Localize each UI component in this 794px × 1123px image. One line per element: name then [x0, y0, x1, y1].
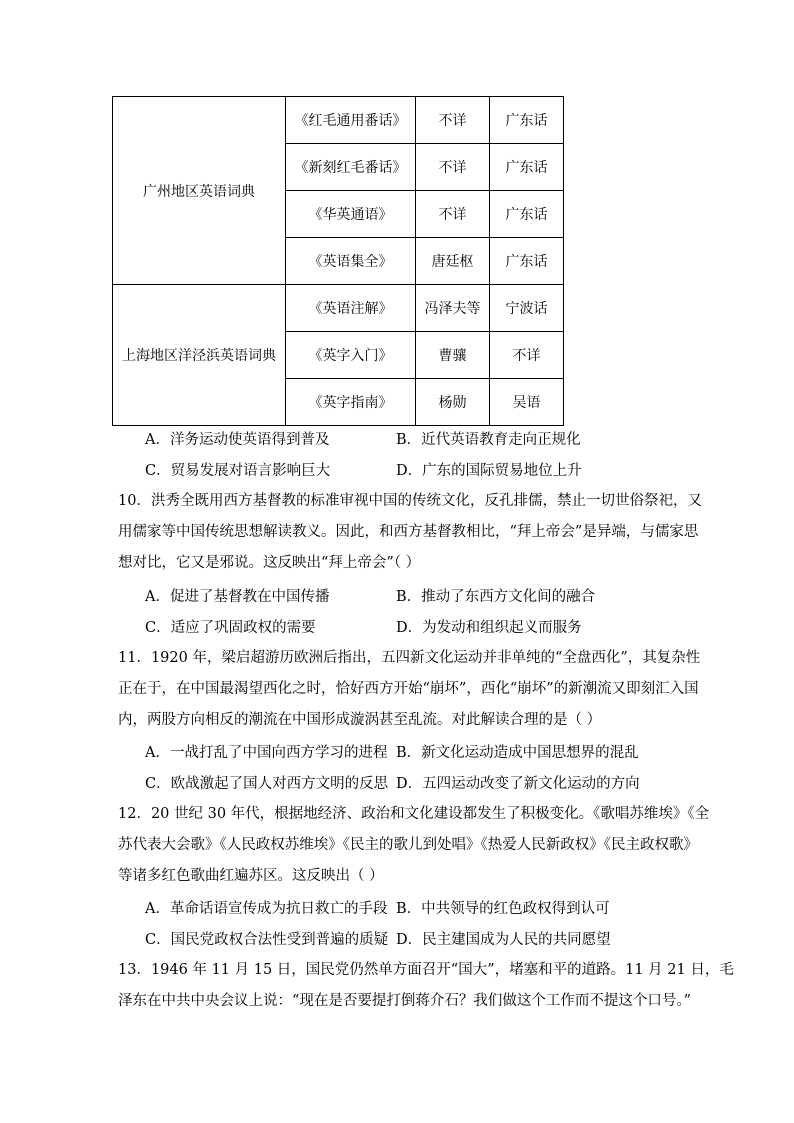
- author-cell: 唐廷枢: [416, 238, 490, 285]
- book-cell: 《英字指南》: [286, 379, 416, 426]
- book-cell: 《华英通语》: [286, 191, 416, 238]
- author-cell: 不详: [416, 191, 490, 238]
- q11-stem-line: 内，两股方向相反的潮流在中国形成漩涡甚至乱流。对此解读合理的是（ ）: [118, 712, 602, 728]
- q10-option-b: B．推动了东西方文化间的融合: [396, 589, 596, 605]
- book-cell: 《英语注解》: [286, 285, 416, 332]
- q12-option-d: D．民主建国成为人民的共同愿望: [396, 932, 611, 948]
- q9-option-b: B．近代英语教育走向正规化: [396, 432, 581, 448]
- author-cell: 不详: [416, 97, 490, 144]
- q12-option-c: C．国民党政权合法性受到普遍的质疑: [145, 932, 389, 948]
- author-cell: 曹骧: [416, 332, 490, 379]
- q12-stem-line: 苏代表大会歌》《人民政权苏维埃》《民主的歌儿到处唱》《热爱人民新政权》《民主政权歌》: [118, 837, 698, 853]
- dialect-cell: 广东话: [490, 97, 564, 144]
- dialect-cell: 广东话: [490, 191, 564, 238]
- author-cell: 不详: [416, 144, 490, 191]
- q12-stem-line: 12．20 世纪 30 年代，根据地经济、政治和文化建设都发生了积极变化。《歌唱苏维埃》《全: [118, 806, 710, 822]
- q11-option-d: D．五四运动改变了新文化运动的方向: [396, 776, 640, 792]
- q11-option-b: B．新文化运动造成中国思想界的混乱: [396, 745, 639, 761]
- q11-option-c: C．欧战激起了国人对西方文明的反思: [145, 776, 389, 792]
- q11-option-a: A．一战打乱了中国向西方学习的进程: [145, 745, 388, 761]
- q12-stem-line: 等诸多红色歌曲红遍苏区。这反映出（ ）: [118, 868, 384, 884]
- q9-option-a: A．洋务运动使英语得到普及: [145, 432, 330, 448]
- region-cell: 广州地区英语词典: [113, 97, 286, 285]
- q12-option-a: A．革命话语宣传成为抗日救亡的手段: [145, 901, 388, 917]
- dialect-cell: 吴语: [490, 379, 564, 426]
- author-cell: 冯泽夫等: [416, 285, 490, 332]
- q10-stem-line: 想对比，它又是邪说。这反映出“拜上帝会”（ ）: [118, 555, 421, 571]
- q9-option-c: C．贸易发展对语言影响巨大: [145, 463, 331, 479]
- q11-stem-line: 11．1920 年，梁启超游历欧洲后指出，五四新文化运动并非单纯的“全盘西化”，其复杂性: [118, 650, 701, 666]
- region-cell: 上海地区洋泾浜英语词典: [113, 285, 286, 426]
- book-cell: 《英语集全》: [286, 238, 416, 285]
- q10-option-c: C．适应了巩固政权的需要: [145, 620, 316, 636]
- q10-stem-line: 用儒家等中国传统思想解读教义。因此，和西方基督教相比，“拜上帝会”是异端，与儒家思: [118, 524, 699, 540]
- dialect-cell: 广东话: [490, 238, 564, 285]
- dialect-cell: 广东话: [490, 144, 564, 191]
- dialect-cell: 宁波话: [490, 285, 564, 332]
- q10-option-d: D．为发动和组织起义而服务: [396, 620, 582, 636]
- q10-option-a: A．促进了基督教在中国传播: [145, 589, 330, 605]
- book-cell: 《新刻红毛番话》: [286, 144, 416, 191]
- q10-stem-line: 10．洪秀全既用西方基督教的标准审视中国的传统文化，反孔排儒，禁止一切世俗祭祀，又: [118, 493, 702, 509]
- q11-stem-line: 正在于，在中国最渴望西化之时，恰好西方开始“崩坏”，西化“崩坏”的新潮流又即刻汇入国: [118, 681, 699, 697]
- book-cell: 《红毛通用番话》: [286, 97, 416, 144]
- q9-option-d: D．广东的国际贸易地位上升: [396, 463, 582, 479]
- table-row: [113, 97, 564, 144]
- dialect-cell: 不详: [490, 332, 564, 379]
- q13-stem-line: 13．1946 年 11 月 15 日，国民党仍然单方面召开“国大”，堵塞和平的道路。11 月 21 日，毛: [118, 962, 734, 978]
- table-row: [113, 285, 564, 332]
- q12-option-b: B．中共领导的红色政权得到认可: [396, 901, 610, 917]
- q13-stem-line: 泽东在中共中央会议上说：“现在是否要提打倒蒋介石？我们做这个工作而不提这个口号。”: [118, 993, 692, 1009]
- book-cell: 《英字入门》: [286, 332, 416, 379]
- dictionary-table: [112, 96, 564, 426]
- author-cell: 杨勋: [416, 379, 490, 426]
